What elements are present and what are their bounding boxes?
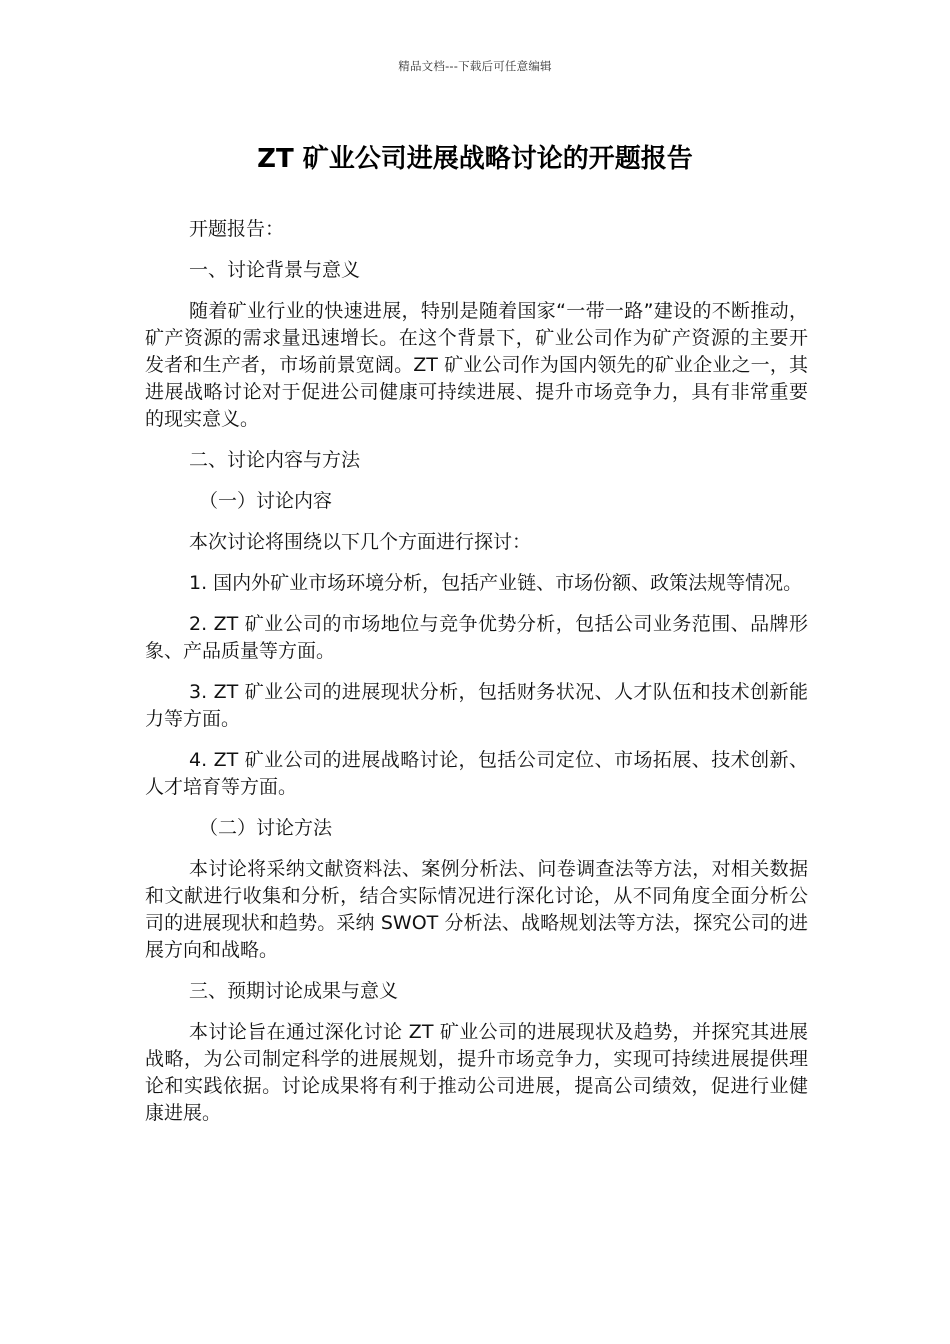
paragraph-method: 本讨论将采纳文献资料法、案例分析法、问卷调查法等方法，对相关数据和文献进行收集和分析，结合实际情况进行深化讨论，从不同角度全面分析公司的进展现状和趋势。采纳 SWOT 分析法、战略规划法等方法，探究公司的进展方向和战略。 xyxy=(145,858,808,961)
list-item-3: 3. ZT 矿业公司的进展现状分析，包括财务状况、人才队伍和技术创新能力等方面。 xyxy=(145,681,808,730)
proposal-label: 开题报告： xyxy=(189,218,285,240)
list-item-1: 1. 国内外矿业市场环境分析，包括产业链、市场份额、政策法规等情况。 xyxy=(189,572,803,594)
section-heading-background: 一、讨论背景与意义 xyxy=(189,259,361,281)
document-title: ZT 矿业公司进展战略讨论的开题报告 xyxy=(257,144,693,174)
document-body xyxy=(145,216,808,1141)
page-header-note: 精品文档---下载后可任意编辑 xyxy=(398,59,552,73)
paragraph-background: 随着矿业行业的快速进展，特别是随着国家“一带一路”建设的不断推动，矿产资源的需求量迅速增长。在这个背景下，矿业公司作为矿产资源的主要开发者和生产者，市场前景宽阔。ZT 矿业公司作为国内领先的矿业企业之一，其进展战略讨论对于促进公司健康可持续进展、提升市场竞争力，具有非常重要的现实意义。 xyxy=(145,300,808,430)
subsection-heading-method: （二）讨论方法 xyxy=(199,817,333,839)
section-heading-content-method: 二、讨论内容与方法 xyxy=(189,449,361,471)
section-heading-expected-results: 三、预期讨论成果与意义 xyxy=(189,980,399,1002)
paragraph-expected-results: 本讨论旨在通过深化讨论 ZT 矿业公司的进展现状及趋势，并探究其进展战略，为公司制定科学的进展规划，提升市场竞争力，实现可持续进展提供理论和实践依据。讨论成果将有利于推动公司进展，提高公司绩效，促进行业健康进展。 xyxy=(145,1021,808,1124)
paragraph-content-intro: 本次讨论将围绕以下几个方面进行探讨： xyxy=(189,531,532,553)
subsection-heading-content: （一）讨论内容 xyxy=(199,490,333,512)
list-item-4: 4. ZT 矿业公司的进展战略讨论，包括公司定位、市场拓展、技术创新、人才培育等方面。 xyxy=(145,749,808,798)
list-item-2: 2. ZT 矿业公司的市场地位与竞争优势分析，包括公司业务范围、品牌形象、产品质量等方面。 xyxy=(145,613,808,662)
